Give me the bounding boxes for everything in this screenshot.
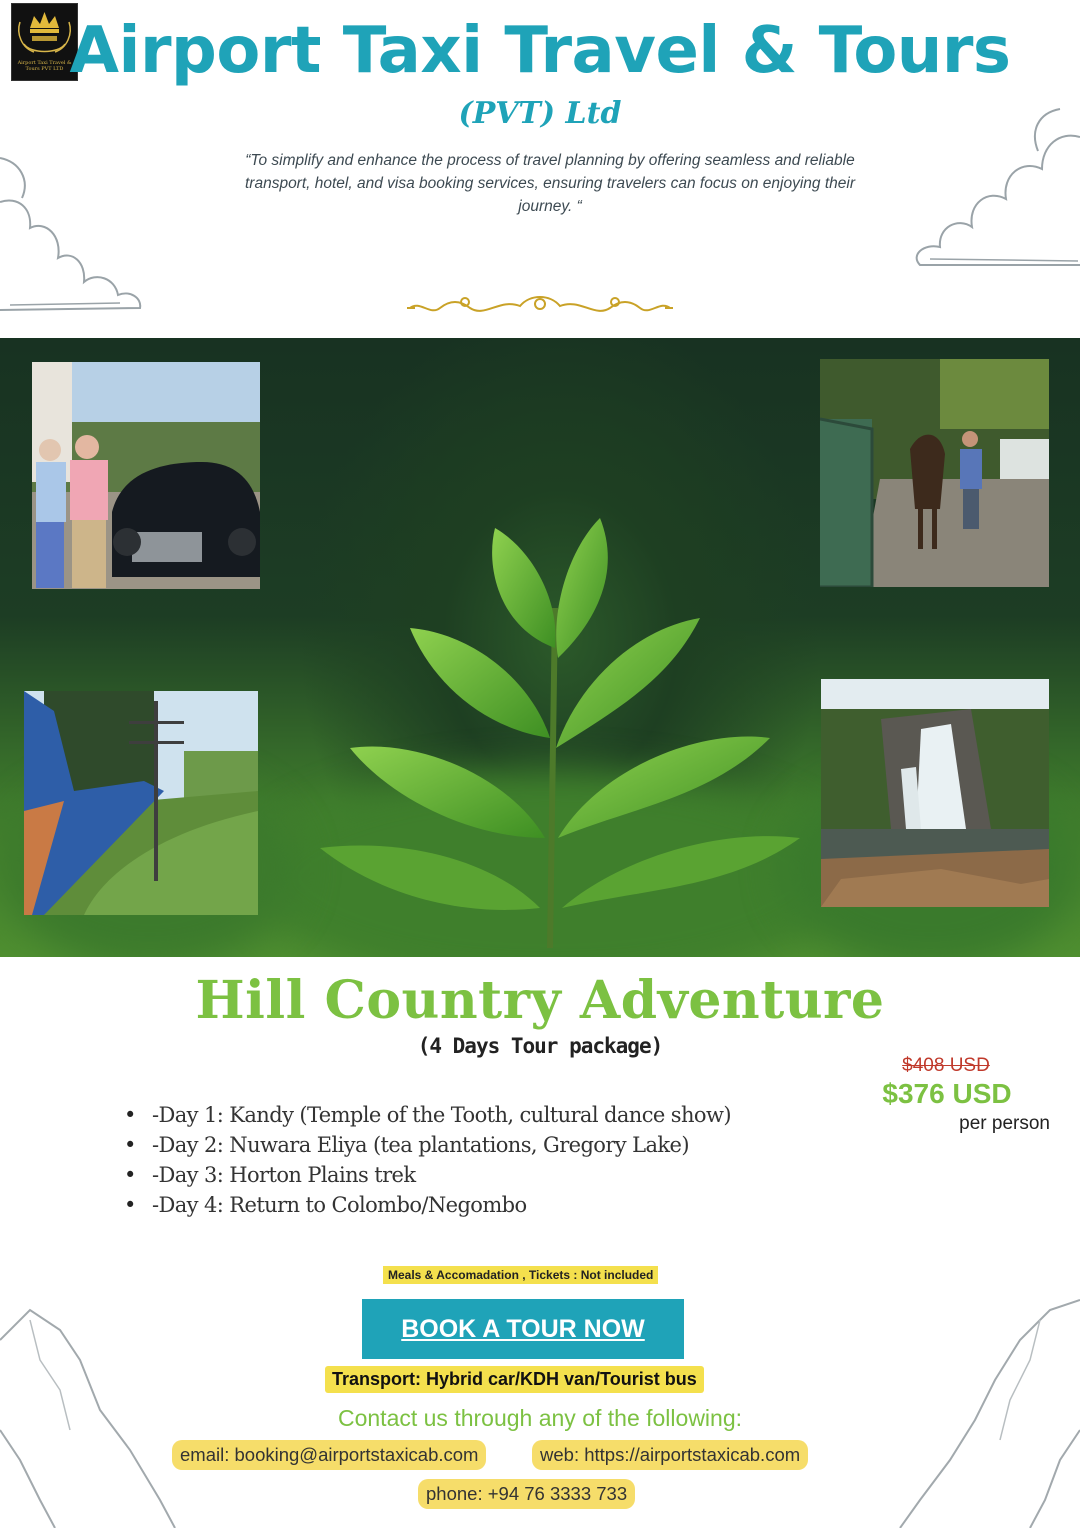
ornament-divider-icon: [405, 288, 675, 322]
price-unit: per person: [959, 1113, 1050, 1134]
mission-statement: “To simplify and enhance the process of travel planning by offering seamless and reliable transport, hotel, and visa booking services, ensuring travelers can focus on enjoying their journey. “: [244, 152, 855, 215]
discount-price: $376 USD: [882, 1078, 1012, 1109]
itinerary-day-4: • -Day 4: Return to Colombo/Negombo: [128, 1190, 731, 1220]
hero-photo-band: [0, 338, 1080, 957]
original-price: $408 USD: [902, 1055, 990, 1076]
book-tour-button[interactable]: BOOK A TOUR NOW: [362, 1299, 684, 1359]
itinerary-day-1: • -Day 1: Kandy (Temple of the Tooth, cultural dance show): [128, 1100, 731, 1130]
transport-options: Transport: Hybrid car/KDH van/Tourist bus: [325, 1366, 704, 1393]
photo-waterfall: [821, 679, 1049, 907]
itinerary-day-2: • -Day 2: Nuwara Eliya (tea plantations, Gregory Lake): [128, 1130, 731, 1160]
package-title: Hill Country Adventure: [195, 970, 885, 1031]
company-suffix: (PVT) Ltd: [458, 96, 622, 131]
contact-heading: Contact us through any of the following:: [337, 1405, 743, 1431]
photo-couple-vintage-car: [32, 362, 260, 589]
package-duration: (4 Days Tour package): [417, 1034, 663, 1058]
email-contact[interactable]: email: booking@airportstaxicab.com: [172, 1440, 486, 1470]
page-title: Airport Taxi Travel & Tours: [69, 14, 1011, 88]
itinerary-day-3: • -Day 3: Horton Plains trek: [128, 1160, 731, 1190]
logo-text: Airport Taxi Travel & Tours PVT LTD: [17, 60, 72, 72]
tea-plant-image: [300, 508, 820, 948]
photo-horse-walk: [820, 359, 1049, 587]
website-link[interactable]: web: https://airportstaxicab.com: [532, 1440, 808, 1470]
phone-contact[interactable]: phone: +94 76 3333 733: [418, 1479, 635, 1509]
itinerary-list: [128, 1100, 731, 1220]
exclusions-note: Meals & Accomadation , Tickets : Not included: [383, 1266, 658, 1284]
photo-hill-train: [24, 691, 258, 915]
cloud-left-icon: [0, 150, 145, 315]
